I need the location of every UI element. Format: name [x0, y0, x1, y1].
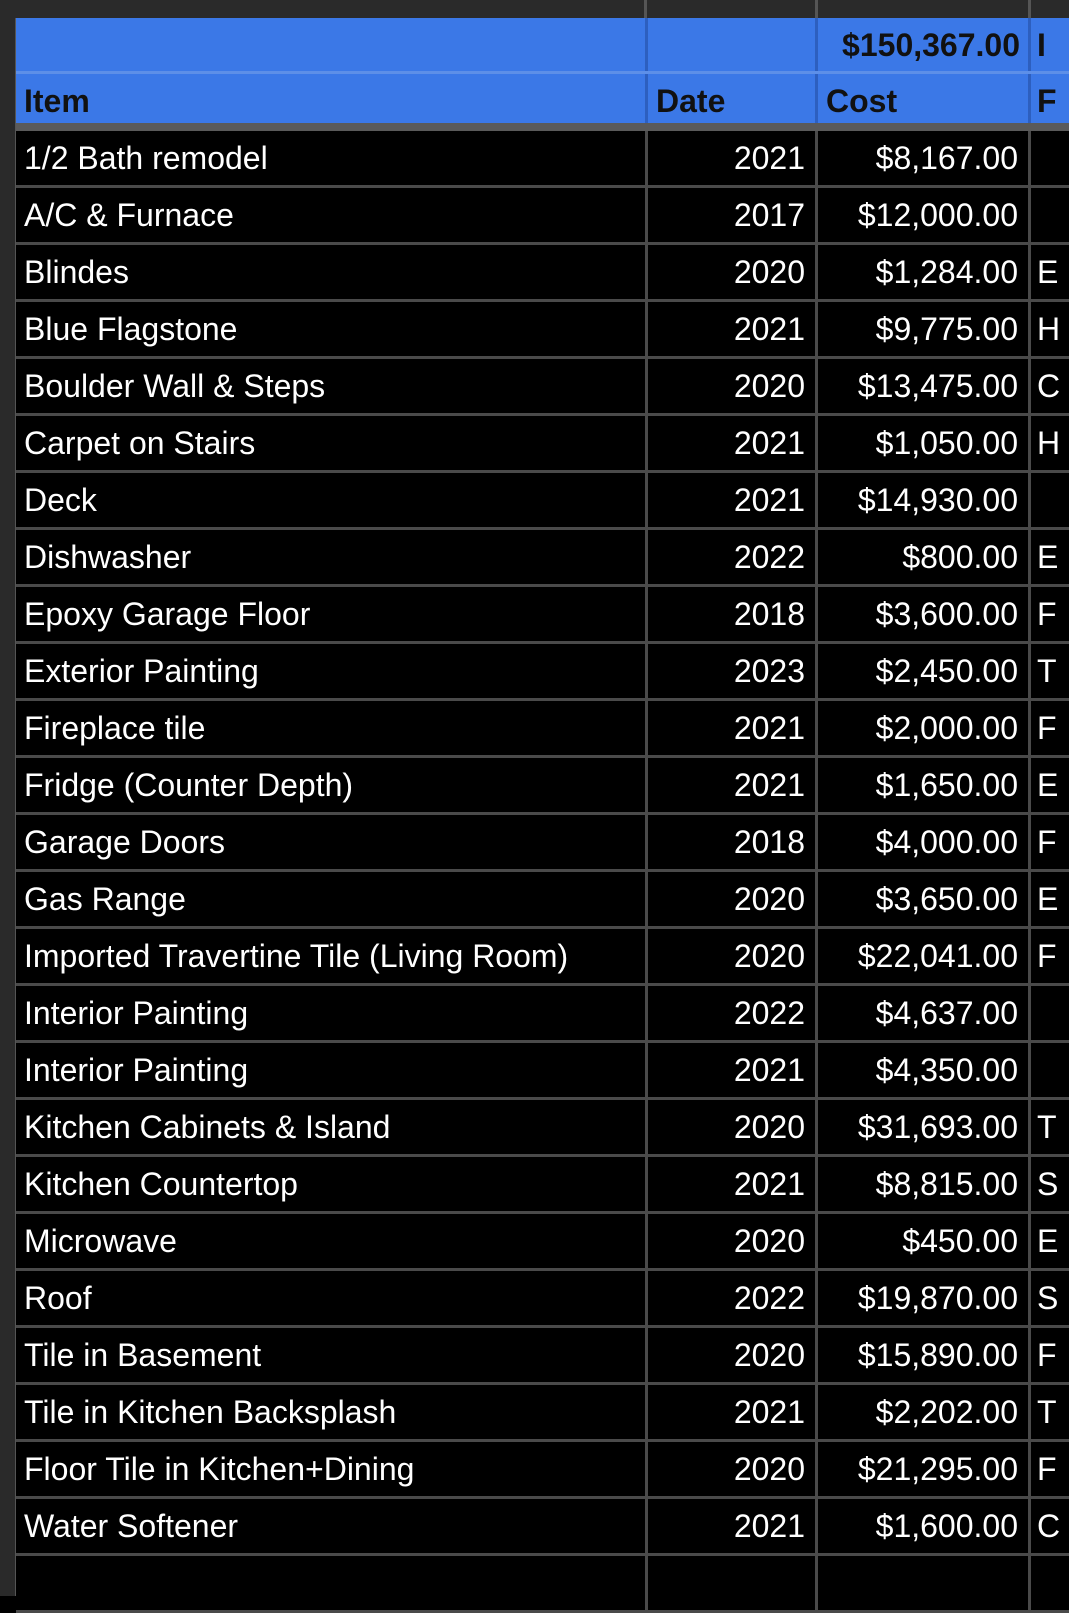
- item-cell[interactable]: Exterior Painting: [16, 644, 648, 698]
- table-row: [16, 872, 1069, 929]
- totals-date-cell[interactable]: [648, 18, 818, 71]
- column-header-strip: [0, 0, 1069, 19]
- cost-cell[interactable]: $14,930.00: [818, 473, 1031, 527]
- data-grid: [16, 18, 1069, 1613]
- item-cell[interactable]: Water Softener: [16, 1499, 648, 1553]
- extra-cell[interactable]: [1031, 131, 1069, 185]
- extra-cell[interactable]: H: [1037, 425, 1061, 461]
- table-row: [16, 1442, 1069, 1499]
- cost-cell[interactable]: $8,167.00: [818, 131, 1031, 185]
- table-row: [16, 416, 1069, 473]
- totals-extra-cell[interactable]: I: [1037, 27, 1046, 63]
- table-row: [16, 701, 1069, 758]
- date-cell[interactable]: 2020: [648, 929, 818, 983]
- cost-cell[interactable]: [818, 1556, 1031, 1610]
- date-column-header[interactable]: Date: [648, 74, 818, 123]
- date-cell[interactable]: 2018: [648, 815, 818, 869]
- date-cell[interactable]: 2020: [648, 1442, 818, 1496]
- cost-cell[interactable]: $3,650.00: [818, 872, 1031, 926]
- date-cell[interactable]: [648, 1556, 818, 1610]
- item-cell[interactable]: Boulder Wall & Steps: [16, 359, 648, 413]
- cost-cell[interactable]: $12,000.00: [818, 188, 1031, 242]
- date-cell[interactable]: 2020: [648, 1100, 818, 1154]
- date-cell[interactable]: 2021: [648, 1499, 818, 1553]
- table-row: [16, 188, 1069, 245]
- item-cell[interactable]: Blue Flagstone: [16, 302, 648, 356]
- total-cost-cell[interactable]: $150,367.00: [818, 18, 1031, 71]
- extra-cell[interactable]: C: [1037, 1508, 1061, 1544]
- table-row: [16, 359, 1069, 416]
- extra-cell[interactable]: [1031, 473, 1069, 527]
- item-cell[interactable]: [16, 1556, 648, 1610]
- row-header-gutter: [0, 18, 16, 1596]
- cost-cell[interactable]: $9,775.00: [818, 302, 1031, 356]
- totals-row: [16, 18, 1069, 74]
- table-row: [16, 245, 1069, 302]
- table-row: [16, 587, 1069, 644]
- item-cell[interactable]: Tile in Basement: [16, 1328, 648, 1382]
- extra-cell[interactable]: E: [1037, 254, 1059, 290]
- date-cell[interactable]: 2021: [648, 1043, 818, 1097]
- table-row: [16, 758, 1069, 815]
- extra-cell[interactable]: T: [1037, 653, 1057, 689]
- extra-cell[interactable]: H: [1037, 311, 1061, 347]
- date-cell[interactable]: 2021: [648, 131, 818, 185]
- date-cell[interactable]: 2023: [648, 644, 818, 698]
- table-row: [16, 1271, 1069, 1328]
- item-cell[interactable]: Interior Painting: [16, 1043, 648, 1097]
- item-cell[interactable]: Blindes: [16, 245, 648, 299]
- table-row: [16, 1100, 1069, 1157]
- cost-cell[interactable]: $21,295.00: [818, 1442, 1031, 1496]
- date-cell[interactable]: 2020: [648, 872, 818, 926]
- item-cell[interactable]: Kitchen Countertop: [16, 1157, 648, 1211]
- date-cell[interactable]: 2022: [648, 1271, 818, 1325]
- extra-cell[interactable]: T: [1037, 1394, 1057, 1430]
- item-cell[interactable]: Carpet on Stairs: [16, 416, 648, 470]
- item-cell[interactable]: Garage Doors: [16, 815, 648, 869]
- cost-cell[interactable]: $1,600.00: [818, 1499, 1031, 1553]
- date-cell[interactable]: 2021: [648, 1385, 818, 1439]
- table-row: [16, 986, 1069, 1043]
- table-row: [16, 1157, 1069, 1214]
- extra-cell[interactable]: [1031, 188, 1069, 242]
- cost-cell[interactable]: $4,000.00: [818, 815, 1031, 869]
- extra-cell[interactable]: F: [1037, 710, 1057, 746]
- table-row: [16, 131, 1069, 188]
- date-cell[interactable]: 2021: [648, 1157, 818, 1211]
- date-cell[interactable]: 2022: [648, 530, 818, 584]
- item-cell[interactable]: Gas Range: [16, 872, 648, 926]
- date-cell[interactable]: 2021: [648, 701, 818, 755]
- item-column-header[interactable]: Item: [16, 74, 648, 123]
- date-cell[interactable]: 2021: [648, 473, 818, 527]
- item-cell[interactable]: Kitchen Cabinets & Island: [16, 1100, 648, 1154]
- date-cell[interactable]: 2021: [648, 416, 818, 470]
- extra-cell[interactable]: [1031, 1556, 1069, 1610]
- extra-column-header[interactable]: F: [1037, 83, 1057, 119]
- extra-cell[interactable]: C: [1037, 368, 1061, 404]
- table-row: [16, 1385, 1069, 1442]
- cost-cell[interactable]: $15,890.00: [818, 1328, 1031, 1382]
- table-row: [16, 644, 1069, 701]
- cost-cell[interactable]: $31,693.00: [818, 1100, 1031, 1154]
- totals-label-cell[interactable]: [16, 18, 648, 71]
- cost-cell[interactable]: $1,050.00: [818, 416, 1031, 470]
- item-cell[interactable]: Fridge (Counter Depth): [16, 758, 648, 812]
- extra-cell[interactable]: F: [1037, 1337, 1057, 1373]
- item-cell[interactable]: A/C & Furnace: [16, 188, 648, 242]
- cost-column-header[interactable]: Cost: [818, 74, 1031, 123]
- item-cell[interactable]: Roof: [16, 1271, 648, 1325]
- table-row: [16, 1499, 1069, 1556]
- cost-cell[interactable]: $1,284.00: [818, 245, 1031, 299]
- extra-cell[interactable]: S: [1037, 1166, 1059, 1202]
- cost-cell[interactable]: $2,202.00: [818, 1385, 1031, 1439]
- item-cell[interactable]: Dishwasher: [16, 530, 648, 584]
- date-cell[interactable]: 2022: [648, 986, 818, 1040]
- date-cell[interactable]: 2017: [648, 188, 818, 242]
- cost-cell[interactable]: $3,600.00: [818, 587, 1031, 641]
- cost-cell[interactable]: $13,475.00: [818, 359, 1031, 413]
- extra-cell[interactable]: E: [1037, 881, 1059, 917]
- date-cell[interactable]: 2021: [648, 302, 818, 356]
- item-cell[interactable]: Floor Tile in Kitchen+Dining: [16, 1442, 648, 1496]
- date-cell[interactable]: 2021: [648, 758, 818, 812]
- extra-cell[interactable]: E: [1037, 539, 1059, 575]
- item-cell[interactable]: Interior Painting: [16, 986, 648, 1040]
- extra-cell[interactable]: F: [1037, 938, 1057, 974]
- table-row: [16, 929, 1069, 986]
- table-row: [16, 1043, 1069, 1100]
- cost-cell[interactable]: $2,450.00: [818, 644, 1031, 698]
- item-cell[interactable]: Tile in Kitchen Backsplash: [16, 1385, 648, 1439]
- extra-cell[interactable]: E: [1037, 1223, 1059, 1259]
- cost-cell[interactable]: $8,815.00: [818, 1157, 1031, 1211]
- extra-cell[interactable]: F: [1037, 1451, 1057, 1487]
- item-cell[interactable]: Imported Travertine Tile (Living Room): [16, 929, 648, 983]
- table-row: [16, 815, 1069, 872]
- table-row: [16, 302, 1069, 359]
- item-cell[interactable]: Epoxy Garage Floor: [16, 587, 648, 641]
- date-cell[interactable]: 2020: [648, 1214, 818, 1268]
- cost-cell[interactable]: $800.00: [818, 530, 1031, 584]
- extra-cell[interactable]: T: [1037, 1109, 1057, 1145]
- extra-cell[interactable]: F: [1037, 824, 1057, 860]
- cost-cell[interactable]: $450.00: [818, 1214, 1031, 1268]
- date-cell[interactable]: 2020: [648, 1328, 818, 1382]
- extra-cell[interactable]: S: [1037, 1280, 1059, 1316]
- column-divider[interactable]: [644, 0, 647, 18]
- column-labels-row: [16, 74, 1069, 131]
- cost-cell[interactable]: $2,000.00: [818, 701, 1031, 755]
- item-cell[interactable]: Fireplace tile: [16, 701, 648, 755]
- extra-cell[interactable]: F: [1037, 596, 1057, 632]
- item-cell[interactable]: 1/2 Bath remodel: [16, 131, 648, 185]
- cost-cell[interactable]: $19,870.00: [818, 1271, 1031, 1325]
- table-row: [16, 473, 1069, 530]
- table-row: [16, 1556, 1069, 1613]
- table-row: [16, 530, 1069, 587]
- item-cell[interactable]: Deck: [16, 473, 648, 527]
- date-cell[interactable]: 2018: [648, 587, 818, 641]
- date-cell[interactable]: 2020: [648, 245, 818, 299]
- cost-cell[interactable]: $1,650.00: [818, 758, 1031, 812]
- cost-cell[interactable]: $22,041.00: [818, 929, 1031, 983]
- cost-cell[interactable]: $4,350.00: [818, 1043, 1031, 1097]
- table-row: [16, 1328, 1069, 1385]
- date-cell[interactable]: 2020: [648, 359, 818, 413]
- extra-cell[interactable]: [1031, 1043, 1069, 1097]
- column-divider[interactable]: [1028, 0, 1031, 18]
- cost-cell[interactable]: $4,637.00: [818, 986, 1031, 1040]
- table-row: [16, 1214, 1069, 1271]
- item-cell[interactable]: Microwave: [16, 1214, 648, 1268]
- column-divider[interactable]: [815, 0, 818, 18]
- extra-cell[interactable]: E: [1037, 767, 1059, 803]
- extra-cell[interactable]: [1031, 986, 1069, 1040]
